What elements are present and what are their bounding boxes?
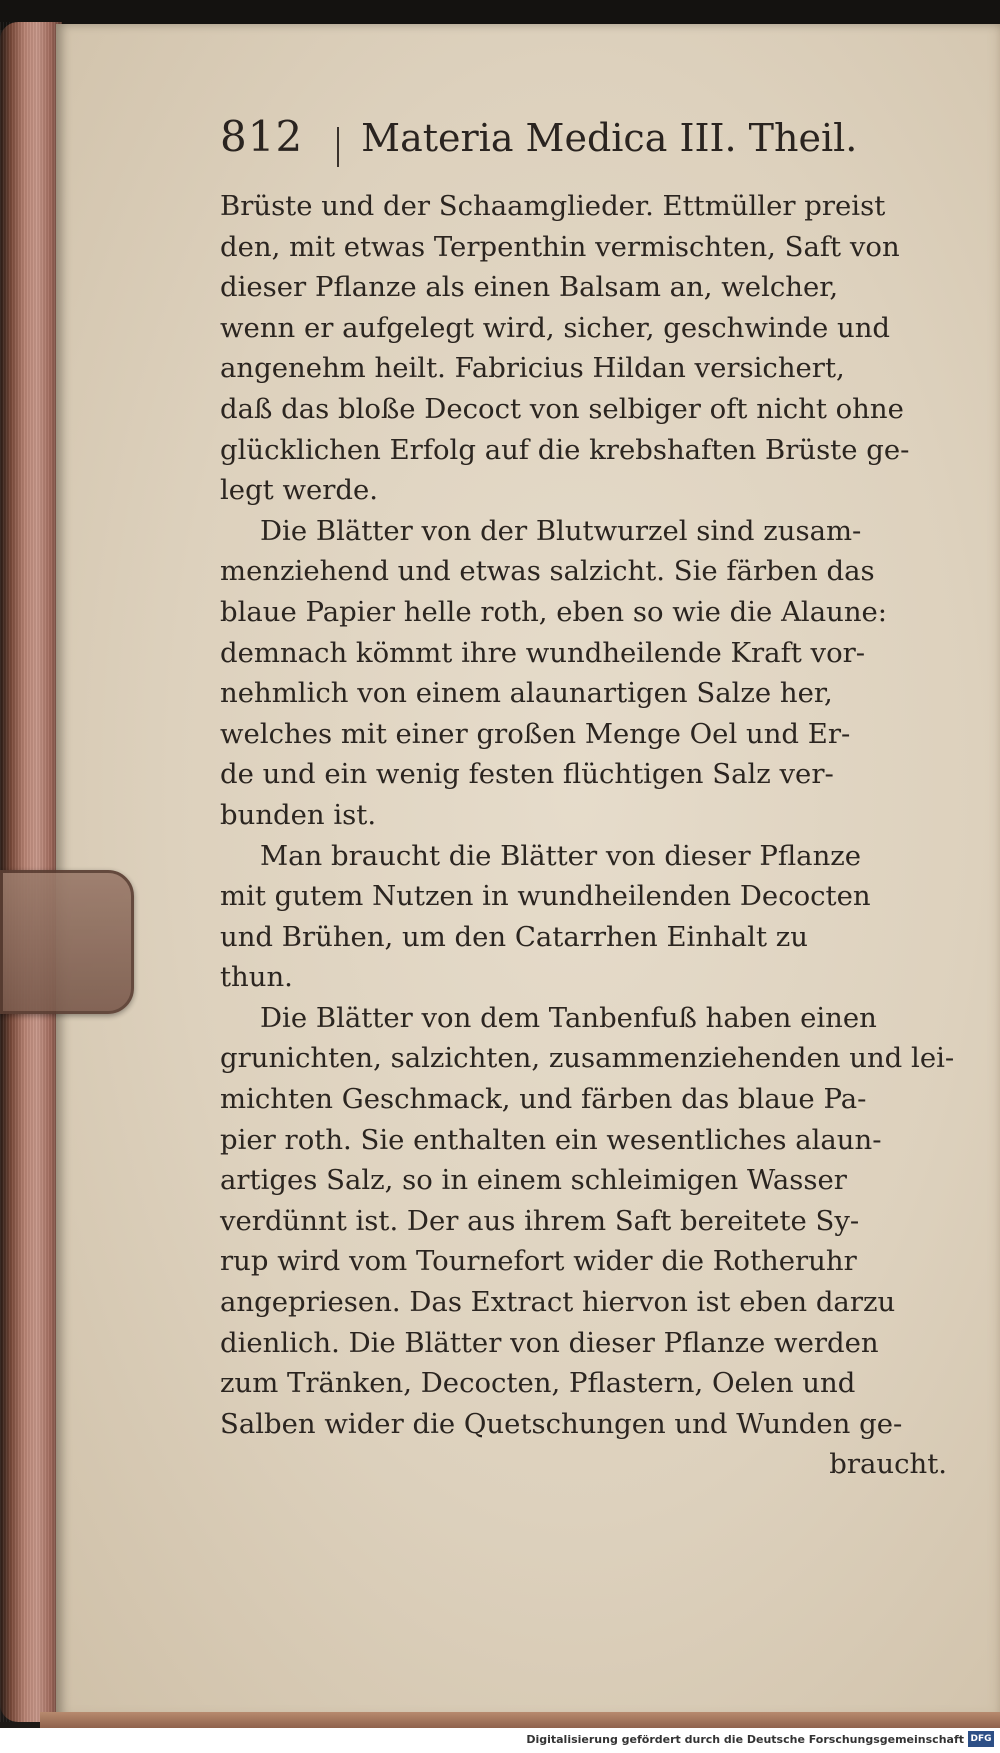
- text-line: Salben wider die Quetschungen und Wunden ge-: [220, 1407, 903, 1440]
- text-line: Brüste und der Schaamglieder. Ettmüller preist: [220, 190, 886, 222]
- text-line: demnach kömmt ihre wundheilende Kraft vor-: [220, 636, 866, 669]
- page-number: 812: [220, 112, 304, 161]
- text-line: wenn er aufgelegt wird, sicher, geschwinde und: [220, 311, 891, 344]
- text-line: angepriesen. Das Extract hiervon ist eben darzu: [220, 1286, 896, 1319]
- text-line: nehmlich von einem alaunartigen Salze her,: [220, 677, 833, 710]
- body-text: [220, 186, 955, 1485]
- text-line: dieser Pflanze als einen Balsam an, welcher,: [220, 271, 839, 304]
- text-line: verdünnt ist. Der aus ihrem Saft bereitete Sy-: [220, 1204, 860, 1237]
- text-line: de und ein wenig festen flüchtigen Salz ver-: [220, 758, 834, 791]
- page-clip-tab: [0, 870, 134, 1014]
- page-header: [220, 112, 920, 182]
- text-line: menziehend und etwas salzicht. Sie färben das: [220, 555, 875, 588]
- text-line: blaue Papier helle roth, eben so wie die Alaune:: [220, 595, 888, 628]
- text-line: artiges Salz, so in einem schleimigen Wasser: [220, 1164, 847, 1197]
- text-line: mit gutem Nutzen in wundheilenden Decocten: [220, 880, 871, 913]
- running-title: Materia Medica III. Theil.: [361, 116, 858, 160]
- text-line: glücklichen Erfolg auf die krebshaften Brüste ge-: [220, 433, 910, 466]
- text-line: thun.: [220, 961, 293, 994]
- text-line: michten Geschmack, und färben das blaue Pa-: [220, 1083, 867, 1116]
- paragraph-start-line: Die Blätter von der Blutwurzel sind zusam-: [260, 514, 862, 547]
- text-line: angenehm heilt. Fabricius Hildan versichert,: [220, 352, 845, 385]
- text-line: grunichten, salzichten, zusammenziehenden und lei-: [220, 1042, 955, 1075]
- text-line: bunden ist.: [220, 798, 377, 831]
- header-rule: [337, 127, 339, 167]
- text-line: pier roth. Sie enthalten ein wesentliches alaun-: [220, 1123, 882, 1156]
- text-line: und Brühen, um den Catarrhen Einhalt zu: [220, 920, 808, 953]
- text-line: welches mit einer großen Menge Oel und Er-: [220, 717, 851, 750]
- text-line: legt werde.: [220, 474, 379, 507]
- text-line: dienlich. Die Blätter von dieser Pflanze werden: [220, 1326, 879, 1359]
- digitization-credit: Digitalisierung gefördert durch die Deutsche Forschungsgemeinschaft: [526, 1733, 964, 1746]
- text-line: den, mit etwas Terpenthin vermischten, Saft von: [220, 230, 900, 263]
- dfg-logo[interactable]: DFG: [968, 1731, 994, 1747]
- text-line: daß das bloße Decoct von selbiger oft nicht ohne: [220, 392, 904, 425]
- text-line: zum Tränken, Decocten, Pflastern, Oelen und: [220, 1367, 856, 1400]
- text-line: rup wird vom Tournefort wider die Rotheruhr: [220, 1245, 857, 1278]
- paragraph-start-line: Die Blätter von dem Tanbenfuß haben einen: [260, 1001, 877, 1034]
- paragraph-start-line: Man braucht die Blätter von dieser Pflanze: [260, 839, 862, 872]
- text-line-last: braucht.: [829, 1448, 947, 1481]
